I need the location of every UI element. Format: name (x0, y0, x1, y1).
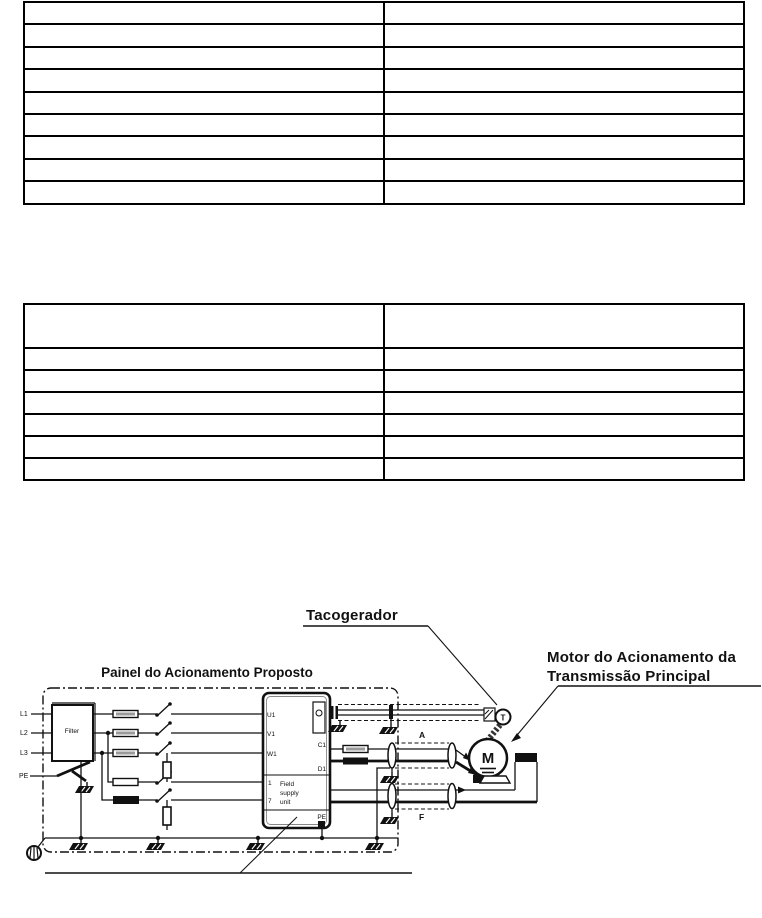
table-cell (24, 2, 384, 24)
table-cell (384, 136, 744, 158)
table-cell (384, 436, 744, 458)
table-cell (384, 181, 744, 203)
leader-arrow (511, 733, 521, 742)
earth-bus (27, 828, 398, 860)
motor-symbol-letter: M (481, 750, 495, 767)
table-cell (24, 304, 384, 348)
table-row (24, 370, 744, 392)
table-cell (24, 436, 384, 458)
bottom-caption-line (45, 817, 412, 873)
table-row (24, 436, 744, 458)
table-row (24, 348, 744, 370)
table-cell (24, 69, 384, 91)
cable-gland (388, 784, 396, 809)
ground-symbol (380, 772, 399, 783)
table-cell (384, 69, 744, 91)
table-cell (384, 114, 744, 136)
fuse-element (116, 732, 135, 735)
ground-symbol (379, 723, 398, 734)
tachogenerator-label: Tacogerador (306, 607, 398, 624)
table-row (24, 414, 744, 436)
field-supply-label-3: unit (280, 799, 291, 806)
fuse (113, 779, 138, 786)
unit-terminal-v1: V1 (267, 731, 275, 738)
armature-cable-letter: A (419, 730, 426, 740)
table-cell (384, 24, 744, 46)
tachogenerator-callout (303, 607, 497, 705)
ground-symbol (69, 839, 88, 850)
motor-label-line2: Transmissão Principal (547, 668, 711, 685)
table-row (24, 304, 744, 348)
filter-label: Filter (64, 728, 80, 735)
table-row (24, 2, 744, 24)
table-cell (384, 47, 744, 69)
table-cell (384, 392, 744, 414)
table-cell (384, 159, 744, 181)
table-row (24, 159, 744, 181)
unit-terminal-u1: U1 (267, 712, 276, 719)
table-cell (24, 370, 384, 392)
table-cell (24, 458, 384, 480)
table-row (24, 24, 744, 46)
field-cable-letter: F (419, 812, 425, 822)
fuse-element (116, 752, 135, 755)
tacho-symbol-letter: T (500, 713, 506, 723)
table-empty-1 (23, 1, 745, 205)
table-row (24, 392, 744, 414)
terminal-l2: L2 (20, 730, 28, 737)
ground-symbol (246, 839, 265, 850)
fuse-element (346, 748, 365, 751)
cable-gland (448, 743, 456, 768)
table-cell (384, 414, 744, 436)
table-cell (24, 159, 384, 181)
pe-bond (57, 761, 94, 838)
unit-terminal-7: 7 (268, 798, 272, 805)
unit-terminal-w1: W1 (267, 751, 277, 758)
drive-unit-box (263, 693, 330, 828)
table-cell (24, 348, 384, 370)
filter-box (52, 703, 95, 761)
armature-cable (330, 730, 477, 783)
ground-symbol (146, 839, 165, 850)
tacho-terminal-block (313, 702, 325, 733)
table-cell (24, 47, 384, 69)
tacho-cable (328, 705, 495, 735)
fuse-element (116, 713, 135, 716)
field-supply-label-1: Field (280, 781, 295, 788)
shield-clamp (389, 705, 393, 719)
motor-base (480, 776, 510, 783)
table-cell (384, 370, 744, 392)
table-cell (384, 92, 744, 114)
unit-terminal-c1: C1 (317, 742, 326, 749)
table-row (24, 136, 744, 158)
table-row (24, 47, 744, 69)
drive-wiring-diagram (0, 590, 762, 918)
panel-boundary (43, 688, 398, 852)
table-cell (24, 392, 384, 414)
table-cell (24, 181, 384, 203)
table-cell (24, 92, 384, 114)
table-cell (384, 304, 744, 348)
panel-title: Painel do Acionamento Proposto (101, 665, 313, 680)
table-row (24, 458, 744, 480)
pe-stud (318, 821, 325, 828)
table-row (24, 69, 744, 91)
phase-wiring (93, 702, 263, 830)
table-cell (384, 2, 744, 24)
fuse (343, 758, 368, 765)
table-row (24, 92, 744, 114)
table-cell (384, 348, 744, 370)
terminal-l3: L3 (20, 750, 28, 757)
ground-symbol (380, 813, 399, 824)
motor-callout (511, 649, 761, 742)
unit-terminal-d1: D1 (317, 766, 326, 773)
terminal-pe: PE (19, 773, 29, 780)
coupling-block (515, 753, 537, 762)
cable-gland (448, 784, 456, 809)
terminal-l1: L1 (20, 711, 28, 718)
ground-symbol (365, 839, 384, 850)
table-row (24, 114, 744, 136)
table-cell (24, 24, 384, 46)
unit-terminal-pe: PE (317, 814, 326, 821)
cable-gland (388, 743, 396, 768)
ground-symbol (75, 782, 94, 793)
table-cell (24, 136, 384, 158)
table-empty-2 (23, 303, 745, 481)
motor-symbol (469, 739, 537, 783)
table-cell (24, 114, 384, 136)
table-row (24, 181, 744, 203)
field-supply-label-2: supply (280, 790, 299, 797)
fuse (113, 796, 139, 804)
unit-terminal-1: 1 (268, 780, 272, 787)
motor-label-line1: Motor do Acionamento da (547, 649, 737, 666)
table-cell (384, 458, 744, 480)
table-cell (24, 414, 384, 436)
field-cable (330, 762, 537, 824)
